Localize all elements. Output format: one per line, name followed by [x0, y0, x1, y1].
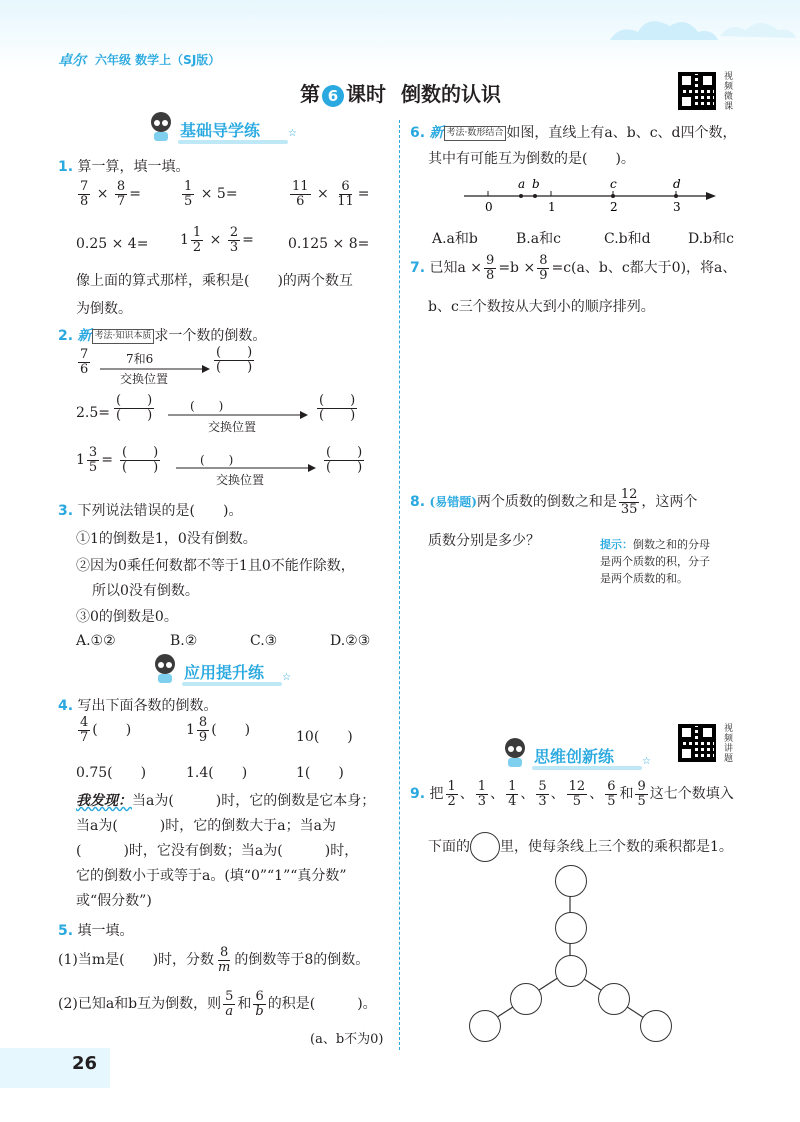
inline-circle — [470, 832, 500, 862]
q3-statement-3: ③0的倒数是0。 — [76, 609, 178, 625]
q2-a-arrow-bottom: 交换位置 — [120, 372, 169, 386]
qr-code-micro-lesson[interactable] — [678, 72, 716, 110]
point-d: d — [673, 177, 681, 191]
tick-1: 1 — [548, 200, 556, 214]
q4-item-b: 1 $\frac{8}{9}$ ( ) — [186, 715, 251, 745]
q2-a-answer: $\frac{( )}{( )}$ — [216, 345, 253, 375]
page-number: 26 — [72, 1053, 98, 1074]
q1-row2-item2: 1 $\frac{1}{2}$ × $\frac{2}{3}$ = — [180, 225, 254, 255]
point-a: a — [518, 177, 526, 191]
q5-part-2: (2)已知a和b互为倒数，则 $\frac{5}{a}$ 和 $\frac{6}{b}$ 的积是( )。 — [58, 989, 377, 1019]
q8-hint-box — [600, 536, 738, 587]
q1-row1-item3: $\frac{11}{6}$ × $\frac{6}{11}$ = — [292, 179, 370, 209]
mascot-icon — [150, 652, 180, 684]
q3-option-a[interactable]: A.①② — [76, 633, 116, 649]
q2-c-arrow-top: ( ) — [200, 453, 234, 467]
q8-tag: (易错题) — [429, 495, 477, 510]
q9-line-1: 9. 把 $\frac{1}{2}$ 、 $\frac{1}{3}$ 、 $\frac{1}{4}$ 、 $\frac{5}{3}$ 、 $\frac{12}{5}$ 、 $\frac{6}{5}$ 和 $\frac{9}{5}$ 这七个数填入 — [410, 779, 734, 809]
star-icon: ☆ — [282, 672, 291, 683]
diagram-circle-top[interactable] — [555, 865, 587, 897]
hint-line-3: 是两个质数的和。 — [600, 572, 688, 585]
q7-line-1: 7. 已知a × $\frac{9}{8}$ =b × $\frac{8}{9}$ =c(a、b、c都大于0)，将a、 — [410, 253, 737, 283]
q2-c-blank: $\frac{( )}{( )}$ — [122, 445, 159, 475]
tick-3: 3 — [673, 200, 681, 214]
cloud-decoration — [600, 6, 800, 46]
q6-option-d[interactable]: D.b和c — [688, 231, 734, 247]
q4-item-f: 1( ) — [296, 765, 344, 781]
qr-code-explain[interactable] — [678, 724, 716, 762]
q1-text2: 为倒数。 — [76, 301, 132, 317]
q2-tag: 考法·知识本质 — [92, 329, 155, 344]
section-title-apply: 应用提升练 — [184, 663, 265, 682]
q9-line-2: 下面的 里，使每条线上三个数的乘积都是1。 — [428, 832, 733, 862]
q2-b-arrow-top: ( ) — [190, 399, 224, 413]
mascot-icon — [500, 736, 530, 768]
q1-row1-item2: $\frac{1}{5}$ × 5= — [184, 179, 238, 209]
q2-c-arrow-bottom: 交换位置 — [216, 473, 265, 487]
q4-find-4: 它的倒数小于或等于a。(填“0”“1”“真分数” — [76, 868, 347, 884]
q2-c-lead: 1 $\frac{3}{5}$ = — [76, 445, 113, 475]
q2-b-answer: $\frac{( )}{( )}$ — [319, 393, 356, 423]
tick-0: 0 — [485, 200, 493, 214]
q2-c-answer: $\frac{( )}{( )}$ — [326, 445, 363, 475]
q1-title: 1. 算一算，填一填。 — [58, 159, 190, 175]
hint-line-1: 提示：倒数之和的分母 — [600, 538, 710, 551]
qr-label-explain: 视频讲题 — [724, 724, 734, 764]
q3-option-d[interactable]: D.②③ — [330, 633, 371, 649]
section-title-basic: 基础导学练 — [180, 121, 261, 140]
q6-option-b[interactable]: B.a和c — [516, 231, 561, 247]
q4-find-1: 我发现：当a为( )时，它的倒数是它本身； — [76, 793, 376, 809]
q3-option-b[interactable]: B.② — [170, 633, 198, 649]
q4-title: 4. 写出下面各数的倒数。 — [58, 698, 218, 714]
q4-find-3: ( )时，它没有倒数；当a为( )时， — [76, 843, 359, 859]
star-icon: ☆ — [288, 128, 297, 139]
q4-item-a: $\frac{4}{7}$ ( ) — [80, 715, 132, 745]
q5-title: 5. 填一填。 — [58, 923, 134, 939]
page-title — [300, 78, 501, 107]
tick-2: 2 — [610, 200, 618, 214]
find-label: 我发现： — [76, 793, 132, 809]
q2-a-arrow-top: 7和6 — [126, 352, 154, 366]
q6-option-c[interactable]: C.b和d — [604, 231, 651, 247]
q2-title: 2. 新 考法·知识本质 求一个数的倒数。 — [58, 328, 267, 344]
q3-statement-1: ①1的倒数是1，0没有倒数。 — [76, 531, 257, 547]
q6-option-a[interactable]: A.a和b — [432, 231, 478, 247]
brand-logo: 卓尔 — [58, 53, 86, 69]
point-c: c — [610, 177, 617, 191]
diagram-circle-upper[interactable] — [555, 912, 587, 944]
hint-line-2: 是两个质数的积，分子 — [600, 555, 710, 568]
q3-option-c[interactable]: C.③ — [250, 633, 278, 649]
qr-label-micro-lesson: 视频微课 — [724, 72, 734, 112]
q2-a-fraction: $\frac{7}{6}$ — [80, 347, 89, 377]
q4-item-d: 0.75( ) — [76, 765, 147, 781]
q7-line-2: b、c三个数按从大到小的顺序排列。 — [428, 299, 655, 315]
section-underline-apply — [182, 682, 282, 686]
diagram-circle-left-end[interactable] — [469, 1010, 501, 1042]
diagram-circle-right-end[interactable] — [640, 1010, 672, 1042]
section-underline-think — [532, 766, 642, 770]
diagram-circle-right-mid[interactable] — [598, 983, 630, 1015]
q3-title: 3. 下列说法错误的是( )。 — [58, 503, 243, 519]
section-underline-basic — [178, 140, 288, 144]
mascot-icon — [146, 110, 176, 142]
q3-statement-2a: ②因为0乘任何数都不等于1且0不能作除数， — [76, 558, 355, 574]
q6-tag: 考法·数形结合 — [444, 126, 507, 141]
q6-line-2: 其中有可能互为倒数的是( )。 — [428, 151, 635, 167]
number-line — [460, 176, 720, 216]
star-icon: ☆ — [642, 756, 651, 767]
section-title-think: 思维创新练 — [534, 747, 615, 766]
q2-b-arrow-bottom: 交换位置 — [208, 420, 257, 434]
lesson-suffix: 课时 — [346, 82, 386, 106]
diagram-circle-center[interactable] — [555, 955, 587, 987]
column-divider — [399, 120, 400, 1050]
series-title: 六年级 数学上（SJ版） — [95, 53, 221, 67]
diagram-circle-left-mid[interactable] — [510, 983, 542, 1015]
q4-find-5: 或“假分数”) — [76, 893, 152, 909]
lesson-title: 倒数的认识 — [400, 82, 501, 106]
lesson-number-badge: 6 — [322, 85, 344, 107]
q8-line-2: 质数分别是多少？ — [428, 533, 540, 549]
q2-b-blank: $\frac{( )}{( )}$ — [116, 393, 153, 423]
q4-find-2: 当a为( )时，它的倒数大于a；当a为 — [76, 818, 336, 834]
q3-statement-2b: 所以0没有倒数。 — [92, 583, 199, 599]
q6-line-1: 6. 新 考法·数形结合 如图，直线上有a、b、c、d四个数， — [410, 125, 737, 141]
q8-line-1: 8. (易错题)两个质数的倒数之和是 $\frac{12}{35}$ ，这两个 — [410, 487, 698, 517]
q1-row2-item3: 0.125 × 8= — [288, 236, 370, 252]
q2-b-lead: 2.5= — [76, 405, 110, 421]
q4-item-c: 10( ) — [296, 729, 353, 745]
point-b: b — [532, 177, 540, 191]
q5-note: (a、b不为0) — [310, 1032, 384, 1047]
q1-row2-item1: 0.25 × 4= — [76, 236, 149, 252]
q1-row1-item1: $\frac{7}{8}$ × $\frac{8}{7}$ = — [80, 179, 141, 209]
q1-text1: 像上面的算式那样，乘积是( )的两个数互 — [76, 273, 353, 289]
q5-part-1: (1)当m是( )时，分数 $\frac{8}{m}$ 的倒数等于8的倒数。 — [58, 945, 370, 975]
lesson-prefix: 第 — [300, 82, 320, 106]
q4-item-e: 1.4( ) — [186, 765, 248, 781]
